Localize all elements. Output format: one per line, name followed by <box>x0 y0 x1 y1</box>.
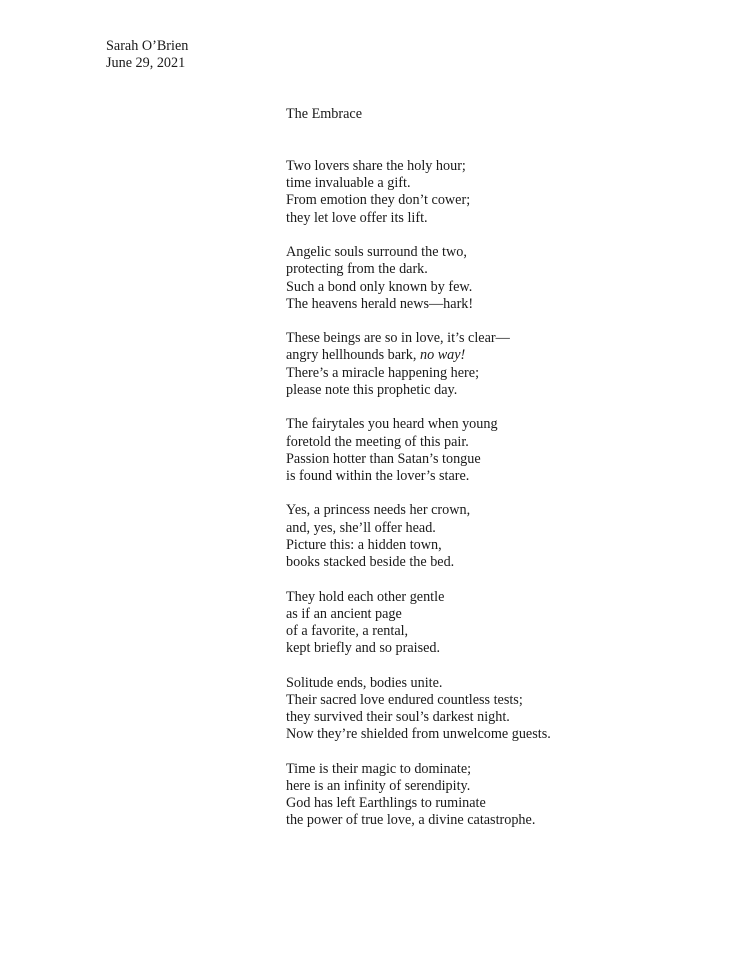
poem-line: Their sacred love endured countless tests; <box>286 691 523 708</box>
stanza <box>286 416 726 485</box>
poem-line: foretold the meeting of this pair. <box>286 433 469 450</box>
poem-line: Such a bond only known by few. <box>286 278 473 295</box>
poem-line: here is an infinity of serendipity. <box>286 777 471 794</box>
poem-line: Passion hotter than Satan’s tongue <box>286 450 481 467</box>
stanza <box>286 244 726 313</box>
poem-body <box>286 158 726 847</box>
poem-line: The heavens herald news—hark! <box>286 295 474 312</box>
poem-line: The fairytales you heard when young <box>286 416 498 433</box>
stanza <box>286 330 726 399</box>
poem-line: kept briefly and so praised. <box>286 640 441 657</box>
poem-line: From emotion they don’t cower; <box>286 192 471 209</box>
poem-line: the power of true love, a divine catastrophe. <box>286 812 536 829</box>
poem-line: Angelic souls surround the two, <box>286 244 467 261</box>
document-date: June 29, 2021 <box>106 55 186 72</box>
poem-line: they let love offer its lift. <box>286 209 428 226</box>
poem-line-italic: no way! <box>419 347 466 364</box>
stanza <box>286 761 726 830</box>
poem-line: There’s a miracle happening here; <box>286 364 480 381</box>
poem-line-text: angry hellhounds bark, <box>286 347 420 364</box>
poem-line: Picture this: a hidden town, <box>286 536 442 553</box>
poem-line: time invaluable a gift. <box>286 175 411 192</box>
poem-title: The Embrace <box>286 106 363 122</box>
stanza <box>286 158 726 227</box>
stanza <box>286 589 726 658</box>
stanza <box>286 675 726 744</box>
poem-line: Now they’re shielded from unwelcome guests. <box>286 726 551 743</box>
poem-line: is found within the lover’s stare. <box>286 467 470 484</box>
author-name: Sarah O’Brien <box>106 38 189 54</box>
poem-line: They hold each other gentle <box>286 588 445 605</box>
poem-line: as if an ancient page <box>286 605 402 622</box>
poem-line: protecting from the dark. <box>286 261 428 278</box>
poem-line: God has left Earthlings to ruminate <box>286 795 486 812</box>
poem-line: please note this prophetic day. <box>286 381 458 398</box>
poem-line: These beings are so in love, it’s clear— <box>286 330 510 347</box>
poem-line: Yes, a princess needs her crown, <box>286 502 471 519</box>
stanza <box>286 502 726 571</box>
document-header <box>106 38 188 72</box>
poem-line <box>286 347 726 364</box>
poem-line: books stacked beside the bed. <box>286 554 455 571</box>
poem-line: they survived their soul’s darkest night. <box>286 709 510 726</box>
poem-line: Solitude ends, bodies unite. <box>286 674 443 691</box>
poem-line: Two lovers share the holy hour; <box>286 158 466 174</box>
poem-line: of a favorite, a rental, <box>286 622 409 639</box>
poem-line: Time is their magic to dominate; <box>286 760 472 777</box>
poem-line: and, yes, she’ll offer head. <box>286 519 436 536</box>
